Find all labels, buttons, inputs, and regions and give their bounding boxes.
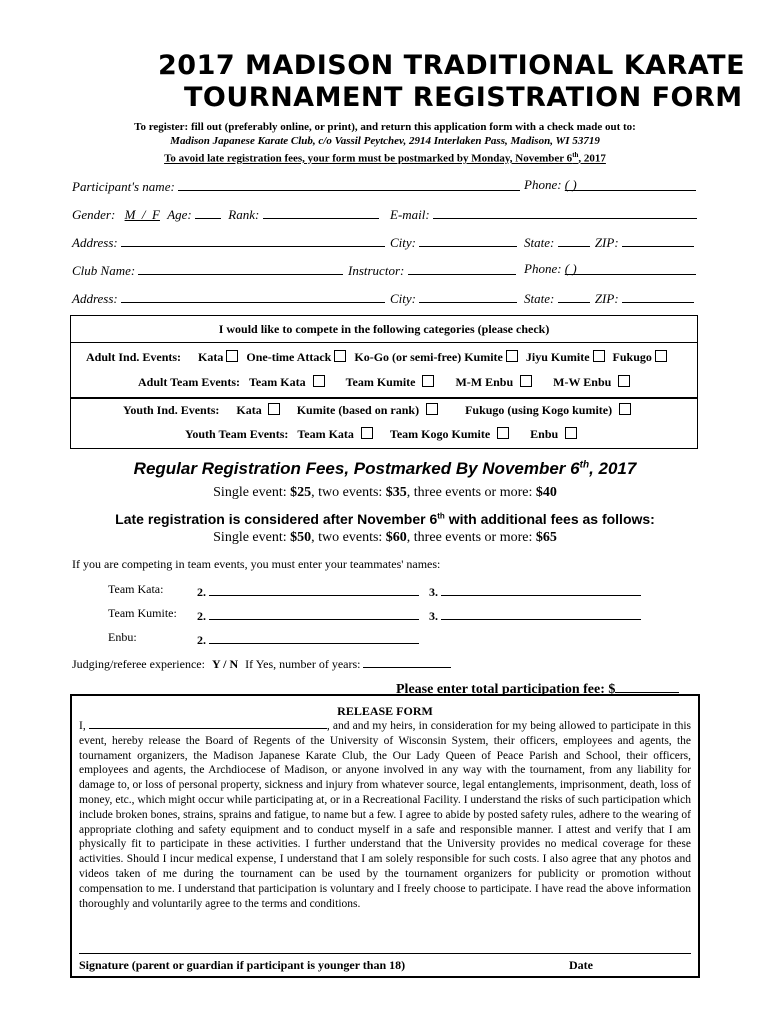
adult-team-kumite-checkbox[interactable]: [422, 375, 434, 387]
club-zip-field[interactable]: [622, 289, 694, 303]
city-field[interactable]: [419, 233, 517, 247]
youth-team-kogo-kumite-label: Team Kogo Kumite: [389, 427, 491, 441]
participant-name-row: [72, 177, 520, 195]
adult-team-kata-checkbox[interactable]: [313, 375, 325, 387]
adult-team-mw-enbu[interactable]: [553, 375, 630, 389]
club-phone-label: Phone:: [524, 261, 562, 276]
club-state-label: State:: [524, 291, 555, 306]
categories-divider-2: [70, 397, 698, 399]
team-kata-2-field[interactable]: [209, 582, 419, 596]
city-row-1: [390, 233, 517, 251]
regular-price-text-1: Single event:: [213, 485, 291, 500]
adult-ind-fukugo[interactable]: [613, 350, 667, 364]
adult-team-mm-enbu-label: M-M Enbu: [455, 375, 514, 389]
youth-team-enbu-checkbox[interactable]: [565, 427, 577, 439]
release-body: [79, 718, 691, 911]
adult-ind-fukugo-label: Fukugo: [612, 350, 652, 364]
late-price-text-2: , two events:: [311, 530, 386, 545]
zip-field[interactable]: [622, 233, 694, 247]
late-price-single: $50: [290, 530, 312, 545]
late-fees-prices: [0, 530, 770, 546]
youth-ind-fukugo-checkbox[interactable]: [619, 403, 631, 415]
adult-team-mm-enbu[interactable]: [455, 375, 532, 389]
team-kumite-2: [197, 606, 419, 624]
regular-price-three: $40: [535, 485, 557, 500]
youth-ind-row: [123, 403, 631, 418]
deadline-year: , 2017: [578, 152, 606, 165]
email-row: [390, 205, 697, 223]
phone-paren: ( ): [564, 177, 577, 192]
club-address-field[interactable]: [121, 289, 385, 303]
team-kata-3-field[interactable]: [441, 582, 641, 596]
club-address-label: Address:: [72, 291, 118, 306]
youth-ind-fukugo-label: Fukugo (using Kogo kumite): [465, 403, 613, 417]
adult-team-kumite-label: Team Kumite: [345, 375, 416, 389]
youth-team-kogo-kumite[interactable]: [390, 427, 509, 441]
youth-ind-kumite-checkbox[interactable]: [426, 403, 438, 415]
team-kumite-3: [429, 606, 641, 624]
mailing-address: Madison Japanese Karate Club, c/o Vassil Peytchev, 2914 Interlaken Pass, Madison, WI 53719: [170, 135, 600, 147]
teammates-intro: If you are competing in team events, you must enter your teammates' names:: [72, 557, 441, 571]
team-kata-3-num: 3.: [429, 585, 438, 599]
youth-team-kata-label: Team Kata: [297, 427, 354, 441]
regular-fees-title-text: Regular Registration Fees, Postmarked By November 6: [133, 459, 580, 478]
participant-name-label: Participant's name:: [72, 179, 175, 194]
adult-ind-ko-go-label: Ko-Go (or semi-free) Kumite: [354, 350, 503, 364]
signature-line[interactable]: [79, 953, 691, 954]
judging-years-field[interactable]: [363, 654, 451, 668]
regular-fees-prices: [0, 485, 770, 501]
regular-price-two: $35: [385, 485, 407, 500]
instructions-text: To register: fill out (preferably online, or print), and return this application form with a check made out to:: [134, 121, 636, 133]
adult-team-mw-enbu-checkbox[interactable]: [618, 375, 630, 387]
judging-row: [72, 654, 451, 672]
youth-team-enbu[interactable]: [530, 427, 577, 441]
adult-team-kumite[interactable]: [346, 375, 435, 389]
deadline-notice: [0, 148, 770, 166]
title-line-2: TOURNAMENT REGISTRATION FORM: [184, 82, 743, 113]
adult-ind-jiyu-kumite-checkbox[interactable]: [593, 350, 605, 362]
judging-options[interactable]: Y / N: [211, 657, 239, 671]
regular-fees-title: [0, 459, 770, 479]
youth-ind-kata-label: Kata: [236, 403, 262, 417]
email-field[interactable]: [433, 205, 697, 219]
late-fees-title: [0, 511, 770, 527]
age-label: Age:: [167, 207, 192, 222]
youth-ind-label: Youth Ind. Events:: [123, 403, 220, 417]
adult-team-kata[interactable]: [249, 375, 325, 389]
instructor-field[interactable]: [408, 261, 516, 275]
release-name-field[interactable]: [89, 718, 327, 729]
team-kumite-3-num: 3.: [429, 609, 438, 623]
club-phone-paren: ( ): [564, 261, 577, 276]
regular-fees-title-sup: th: [579, 459, 590, 471]
address-field[interactable]: [121, 233, 385, 247]
youth-ind-kata-checkbox[interactable]: [268, 403, 280, 415]
instructor-row: [348, 261, 516, 279]
release-text: , and and my heirs, in consideration for my being allowed to participate in this event, hereby release the Board of Regents of the University of Wisconsin System, their officers, employees and agents, the tournament organizers, the Madison Japanese Karate Club, the Our Lady Queen of Peace Parish and School, their officers, employees and agents, the Archdiocese of Madison, or anyone involved in any way with the tournament, from any liability for damage to, or loss of personal property, sickness and injury from whatever source, legal entanglements, imprisonment, death, loss of money, etc., which might occur while participating at, or in a Recreational Facility. I understand the risks of such participation which include broken bones, strains, sprains and fatigue, to name but a few. I agree to abide by posted safety rules, adhere to the wearing of appropriate clothing and safety equipment and to conduct myself in a safe and responsible manner. I attest and verify that I am physically fit to participate in these activities. I further understand that the University provides no medical coverage for these activities. Should I incur medical expense, I understand that I am solely responsible for such costs. I also agree that any photos and videos taken of me during the tournament can be used by the tournament organizers for publicity or promotion without compensation to me. I understand that participation is voluntary and I freely choose to participate. I have read the above information thoroughly and voluntarily agree to the terms and conditions.: [79, 720, 691, 910]
enbu-2: [197, 630, 419, 648]
youth-ind-kata[interactable]: [236, 403, 279, 417]
adult-ind-jiyu-kumite-label: Jiyu Kumite: [525, 350, 590, 364]
club-row: [72, 261, 343, 279]
adult-ind-jiyu-kumite[interactable]: [526, 350, 605, 364]
late-price-text-3: , three events or more:: [406, 530, 536, 545]
gender-label: Gender:: [72, 207, 116, 222]
address-label: Address:: [72, 235, 118, 250]
enbu-2-field[interactable]: [209, 630, 419, 644]
total-fee-field[interactable]: [615, 678, 679, 693]
club-state-field[interactable]: [558, 289, 590, 303]
late-fees-title-sup: th: [437, 511, 445, 521]
late-price-two: $60: [385, 530, 407, 545]
city-row-2: [390, 289, 517, 307]
adult-ind-label: Adult Ind. Events:: [86, 350, 182, 364]
state-field[interactable]: [558, 233, 590, 247]
release-i-label: I,: [79, 720, 86, 732]
title-line-1: 2017 MADISON TRADITIONAL KARATE: [158, 50, 746, 81]
gender-options[interactable]: M / F: [124, 207, 160, 222]
total-fee-label: Please enter total participation fee: $: [396, 682, 616, 697]
regular-price-single: $25: [290, 485, 312, 500]
adult-team-mw-enbu-label: M-W Enbu: [553, 375, 612, 389]
categories-header: I would like to compete in the following categories (please check): [218, 322, 550, 336]
rank-label: Rank:: [228, 207, 260, 222]
adult-ind-one-time-attack-label: One-time Attack: [246, 350, 332, 364]
youth-team-label: Youth Team Events:: [185, 427, 289, 441]
phone-row: [524, 177, 696, 193]
youth-team-enbu-label: Enbu: [530, 427, 559, 441]
club-phone-row: [524, 261, 696, 277]
deadline-text: To avoid late registration fees, your form must be postmarked by Monday, November 6: [164, 152, 573, 165]
team-kata-2-num: 2.: [197, 585, 206, 599]
youth-team-row: [185, 427, 577, 442]
team-kata-2: [197, 582, 419, 600]
youth-team-kata-checkbox[interactable]: [361, 427, 373, 439]
date-label: Date: [569, 958, 593, 972]
judging-years-label: If Yes, number of years:: [245, 657, 361, 671]
youth-team-kogo-kumite-checkbox[interactable]: [497, 427, 509, 439]
state-zip-row-1: [524, 233, 694, 251]
city-label: City:: [390, 235, 416, 250]
phone-field[interactable]: [565, 177, 696, 191]
email-label: E-mail:: [390, 207, 430, 222]
signature-label: Signature (parent or guardian if participant is younger than 18): [79, 958, 406, 972]
adult-ind-one-time-attack[interactable]: [246, 350, 346, 364]
adult-ind-ko-go[interactable]: [354, 350, 518, 364]
release-paragraph: [79, 718, 691, 911]
team-kumite-label: Team Kumite:: [108, 606, 177, 620]
instructions-block: [0, 120, 770, 166]
phone-label: Phone:: [524, 177, 562, 192]
adult-team-mm-enbu-checkbox[interactable]: [520, 375, 532, 387]
adult-ind-row: [86, 350, 667, 365]
adult-team-row: [138, 375, 630, 390]
gender-row: [72, 205, 379, 223]
deadline-sup: th: [572, 151, 579, 159]
regular-price-text-2: , two events:: [311, 485, 386, 500]
adult-ind-ko-go-checkbox[interactable]: [506, 350, 518, 362]
regular-price-text-3: , three events or more:: [406, 485, 536, 500]
rank-field[interactable]: [263, 205, 379, 219]
adult-ind-kata-checkbox[interactable]: [226, 350, 238, 362]
late-fees-title-rest: with additional fees as follows:: [444, 511, 655, 527]
club-zip-label: ZIP:: [594, 291, 619, 306]
club-city-field[interactable]: [419, 289, 517, 303]
late-price-text-1: Single event:: [213, 530, 291, 545]
adult-ind-one-time-attack-checkbox[interactable]: [334, 350, 346, 362]
youth-ind-kumite[interactable]: [297, 403, 438, 417]
instructor-label: Instructor:: [348, 263, 405, 278]
release-title: RELEASE FORM: [337, 704, 433, 718]
adult-team-label: Adult Team Events:: [138, 375, 241, 389]
adult-ind-fukugo-checkbox[interactable]: [655, 350, 667, 362]
team-kata-label: Team Kata:: [108, 582, 164, 596]
team-kumite-3-field[interactable]: [441, 606, 641, 620]
club-city-label: City:: [390, 291, 416, 306]
youth-team-kata[interactable]: [297, 427, 373, 441]
club-phone-field[interactable]: [565, 261, 696, 275]
state-label: State:: [524, 235, 555, 250]
club-label: Club Name:: [72, 263, 136, 278]
team-kumite-2-field[interactable]: [209, 606, 419, 620]
late-fees-title-text: Late registration is considered after November 6: [115, 511, 438, 527]
youth-ind-fukugo[interactable]: [465, 403, 631, 417]
regular-fees-title-year: , 2017: [589, 459, 637, 478]
youth-ind-kumite-label: Kumite (based on rank): [296, 403, 420, 417]
enbu-label: Enbu:: [108, 630, 137, 644]
address-row-2: [72, 289, 385, 307]
address-row-1: [72, 233, 385, 251]
judging-label: Judging/referee experience:: [72, 657, 205, 671]
participant-name-field[interactable]: [178, 177, 520, 191]
team-kumite-2-num: 2.: [197, 609, 206, 623]
categories-divider-1: [70, 342, 698, 343]
age-field[interactable]: [195, 205, 221, 219]
adult-ind-kata-label: Kata: [198, 350, 224, 364]
zip-label: ZIP:: [594, 235, 619, 250]
enbu-2-num: 2.: [197, 633, 206, 647]
club-field[interactable]: [138, 261, 343, 275]
late-price-three: $65: [535, 530, 557, 545]
team-kata-3: [429, 582, 641, 600]
state-zip-row-2: [524, 289, 694, 307]
adult-ind-kata[interactable]: [198, 350, 238, 364]
adult-team-kata-label: Team Kata: [249, 375, 306, 389]
